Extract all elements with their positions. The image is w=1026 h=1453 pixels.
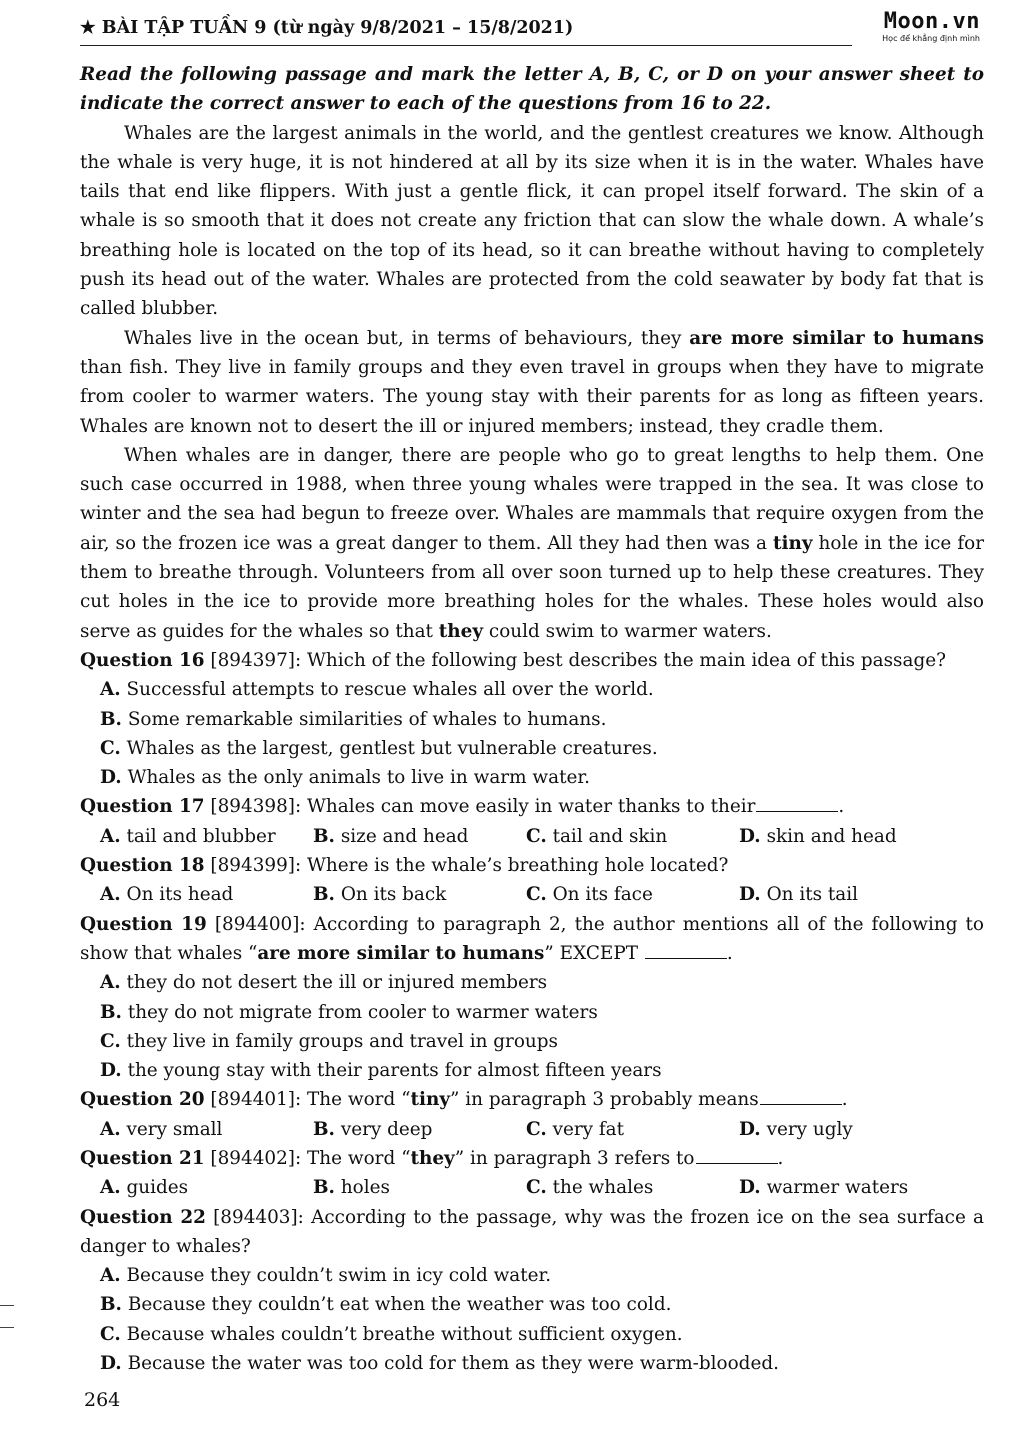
p2-text-c: than fish. They live in family groups and they even travel in groups when they have to migrate from cooler to warmer waters. The young stay with their parents for as long as fifteen years. Whales are known not to desert the ill or injured members; instead, they cradle them. <box>80 356 984 437</box>
q16-option-c[interactable]: C. Whales as the largest, gentlest but vulnerable creatures. <box>100 737 658 759</box>
q21-option-d[interactable]: D. warmer waters <box>739 1177 909 1199</box>
q20-option-c[interactable]: C. very fat <box>526 1118 625 1140</box>
q22-option-a[interactable]: A. Because they couldn’t swim in icy cold water. <box>100 1265 552 1287</box>
q18-options <box>80 880 984 909</box>
p3-highlight-they: they <box>438 620 484 642</box>
question-text: [894403]: According to the passage, why was the frozen ice on the sea surface a danger to whales? <box>80 1206 985 1257</box>
q16-option-d[interactable]: D. Whales as the only animals to live in warm water. <box>100 767 590 789</box>
q22-option-c[interactable]: C. Because whales couldn’t breathe without sufficient oxygen. <box>100 1323 683 1345</box>
question-17: Question 17 [894398]: Whales can move easily in water thanks to their . <box>80 796 845 818</box>
answer-blank <box>760 1090 842 1105</box>
question-text: [894399]: Where is the whale’s breathing hole located? <box>210 855 729 877</box>
page-header <box>80 9 980 48</box>
q18-option-d[interactable]: D. On its tail <box>739 884 859 906</box>
logo-name: Moon.vn <box>883 9 980 34</box>
q21-option-b[interactable]: B. holes <box>313 1177 390 1199</box>
question-19: Question 19 [894400]: According to paragraph 2, the author mentions all of the following to show that whales “are more similar to humans” EXCEPT . <box>80 913 984 964</box>
q22-option-d[interactable]: D. Because the water was too cold for them as they were warm-blooded. <box>100 1353 779 1375</box>
q19-option-b[interactable]: B. they do not migrate from cooler to warmer waters <box>100 1001 598 1023</box>
header-title: ★ BÀI TẬP TUẦN 9 (từ ngày 9/8/2021 – 15/8/2021) <box>80 18 574 38</box>
p3-text-a: When whales are in danger, there are people who go to great lengths to help them. One such case occurred in 1988, when three young whales were trapped in the sea. It was close to winter and the sea had begun to freeze over. Whales are mammals that require oxygen from the air, so the frozen ice was a great danger to them. All they had then was a <box>80 444 984 554</box>
q20-option-a[interactable]: A. very small <box>100 1118 223 1140</box>
question-20: Question 20 [894401]: The word “tiny” in paragraph 3 probably means . <box>80 1089 848 1111</box>
question-label: Question 22 <box>80 1206 206 1228</box>
answer-blank <box>756 797 838 812</box>
instruction: Read the following passage and mark the letter A, B, C, or D on your answer sheet to indicate the correct answer to each of the questions from 16 to 22. <box>80 64 984 115</box>
q17-option-a[interactable]: A. tail and blubber <box>100 825 276 847</box>
q17-option-d[interactable]: D. skin and head <box>739 825 897 847</box>
q21-option-a[interactable]: A. guides <box>100 1177 189 1199</box>
question-label: Question 18 <box>80 855 205 877</box>
question-text: [894397]: Which of the following best describes the main idea of this passage? <box>210 649 946 671</box>
logo-tagline: Học để khẳng định mình <box>882 34 980 43</box>
moon-logo <box>882 10 980 44</box>
passage-paragraph-1: Whales are the largest animals in the world, and the gentlest creatures we know. Although the whale is very huge, it is not hindered at all by its size when it is in the water. Whales have tails that end like flippers. With just a gentle flick, it can propel itself forward. The skin of a whale is so smooth that it does not create any friction that can slow the whale down. A whale’s breathing hole is located on the top of its head, so it can breathe without having to completely push its head out of the water. Whales are protected from the cold seawater by body fat that is called blubber. <box>80 122 984 320</box>
answer-blank <box>645 944 727 959</box>
q18-option-b[interactable]: B. On its back <box>313 884 447 906</box>
passage-paragraph-2 <box>80 324 984 441</box>
q21-option-c[interactable]: C. the whales <box>526 1177 654 1199</box>
p3-text-c: hole in the ice for them to breathe through. Volunteers from all over soon turned up to help these creatures. They cut holes in the ice to provide more breathing holes for the whales. These holes would also serve as guides for the whales so that <box>80 532 984 642</box>
q22-option-b[interactable]: B. Because they couldn’t eat when the weather was too cold. <box>100 1294 672 1316</box>
q19-option-c[interactable]: C. they live in family groups and travel in groups <box>100 1030 558 1052</box>
question-label: Question 17 <box>80 796 205 818</box>
question-label: Question 16 <box>80 649 205 671</box>
question-21: Question 21 [894402]: The word “they” in paragraph 3 refers to . <box>80 1147 784 1169</box>
q16-option-a[interactable]: A. Successful attempts to rescue whales all over the world. <box>100 679 654 701</box>
page-number: 264 <box>84 1389 121 1411</box>
p2-highlight: are more similar to humans <box>689 327 984 349</box>
q16-option-b[interactable]: B. Some remarkable similarities of whales to humans. <box>100 708 607 730</box>
q18-option-a[interactable]: A. On its head <box>100 884 234 906</box>
p3-highlight-tiny: tiny <box>772 532 813 554</box>
p3-text-e: could swim to warmer waters. <box>483 620 772 642</box>
q18-option-c[interactable]: C. On its face <box>526 884 653 906</box>
header-divider <box>80 45 852 46</box>
passage-paragraph-3 <box>80 441 984 646</box>
question-label: Question 19 <box>80 913 207 935</box>
p2-text-a: Whales live in the ocean but, in terms of behaviours, they <box>124 327 690 349</box>
binding-mark <box>0 1305 14 1306</box>
question-18 <box>80 851 984 880</box>
q17-options <box>80 822 984 851</box>
q19-option-a[interactable]: A. they do not desert the ill or injured members <box>100 972 548 994</box>
binding-mark <box>0 1327 14 1328</box>
q17-option-b[interactable]: B. size and head <box>313 825 469 847</box>
q19-option-d[interactable]: D. the young stay with their parents for almost fifteen years <box>100 1060 662 1082</box>
question-label: Question 20 <box>80 1089 205 1111</box>
q20-option-b[interactable]: B. very deep <box>313 1118 433 1140</box>
q20-options <box>80 1115 984 1144</box>
question-text: [894398]: Whales can move easily in water thanks to their <box>210 796 756 818</box>
answer-blank <box>696 1149 778 1164</box>
q20-option-d[interactable]: D. very ugly <box>739 1118 853 1140</box>
q21-options <box>80 1173 984 1202</box>
q17-option-c[interactable]: C. tail and skin <box>526 825 668 847</box>
worksheet-content <box>80 60 984 1378</box>
question-16 <box>80 646 984 675</box>
question-22 <box>80 1203 984 1262</box>
question-label: Question 21 <box>80 1147 205 1169</box>
